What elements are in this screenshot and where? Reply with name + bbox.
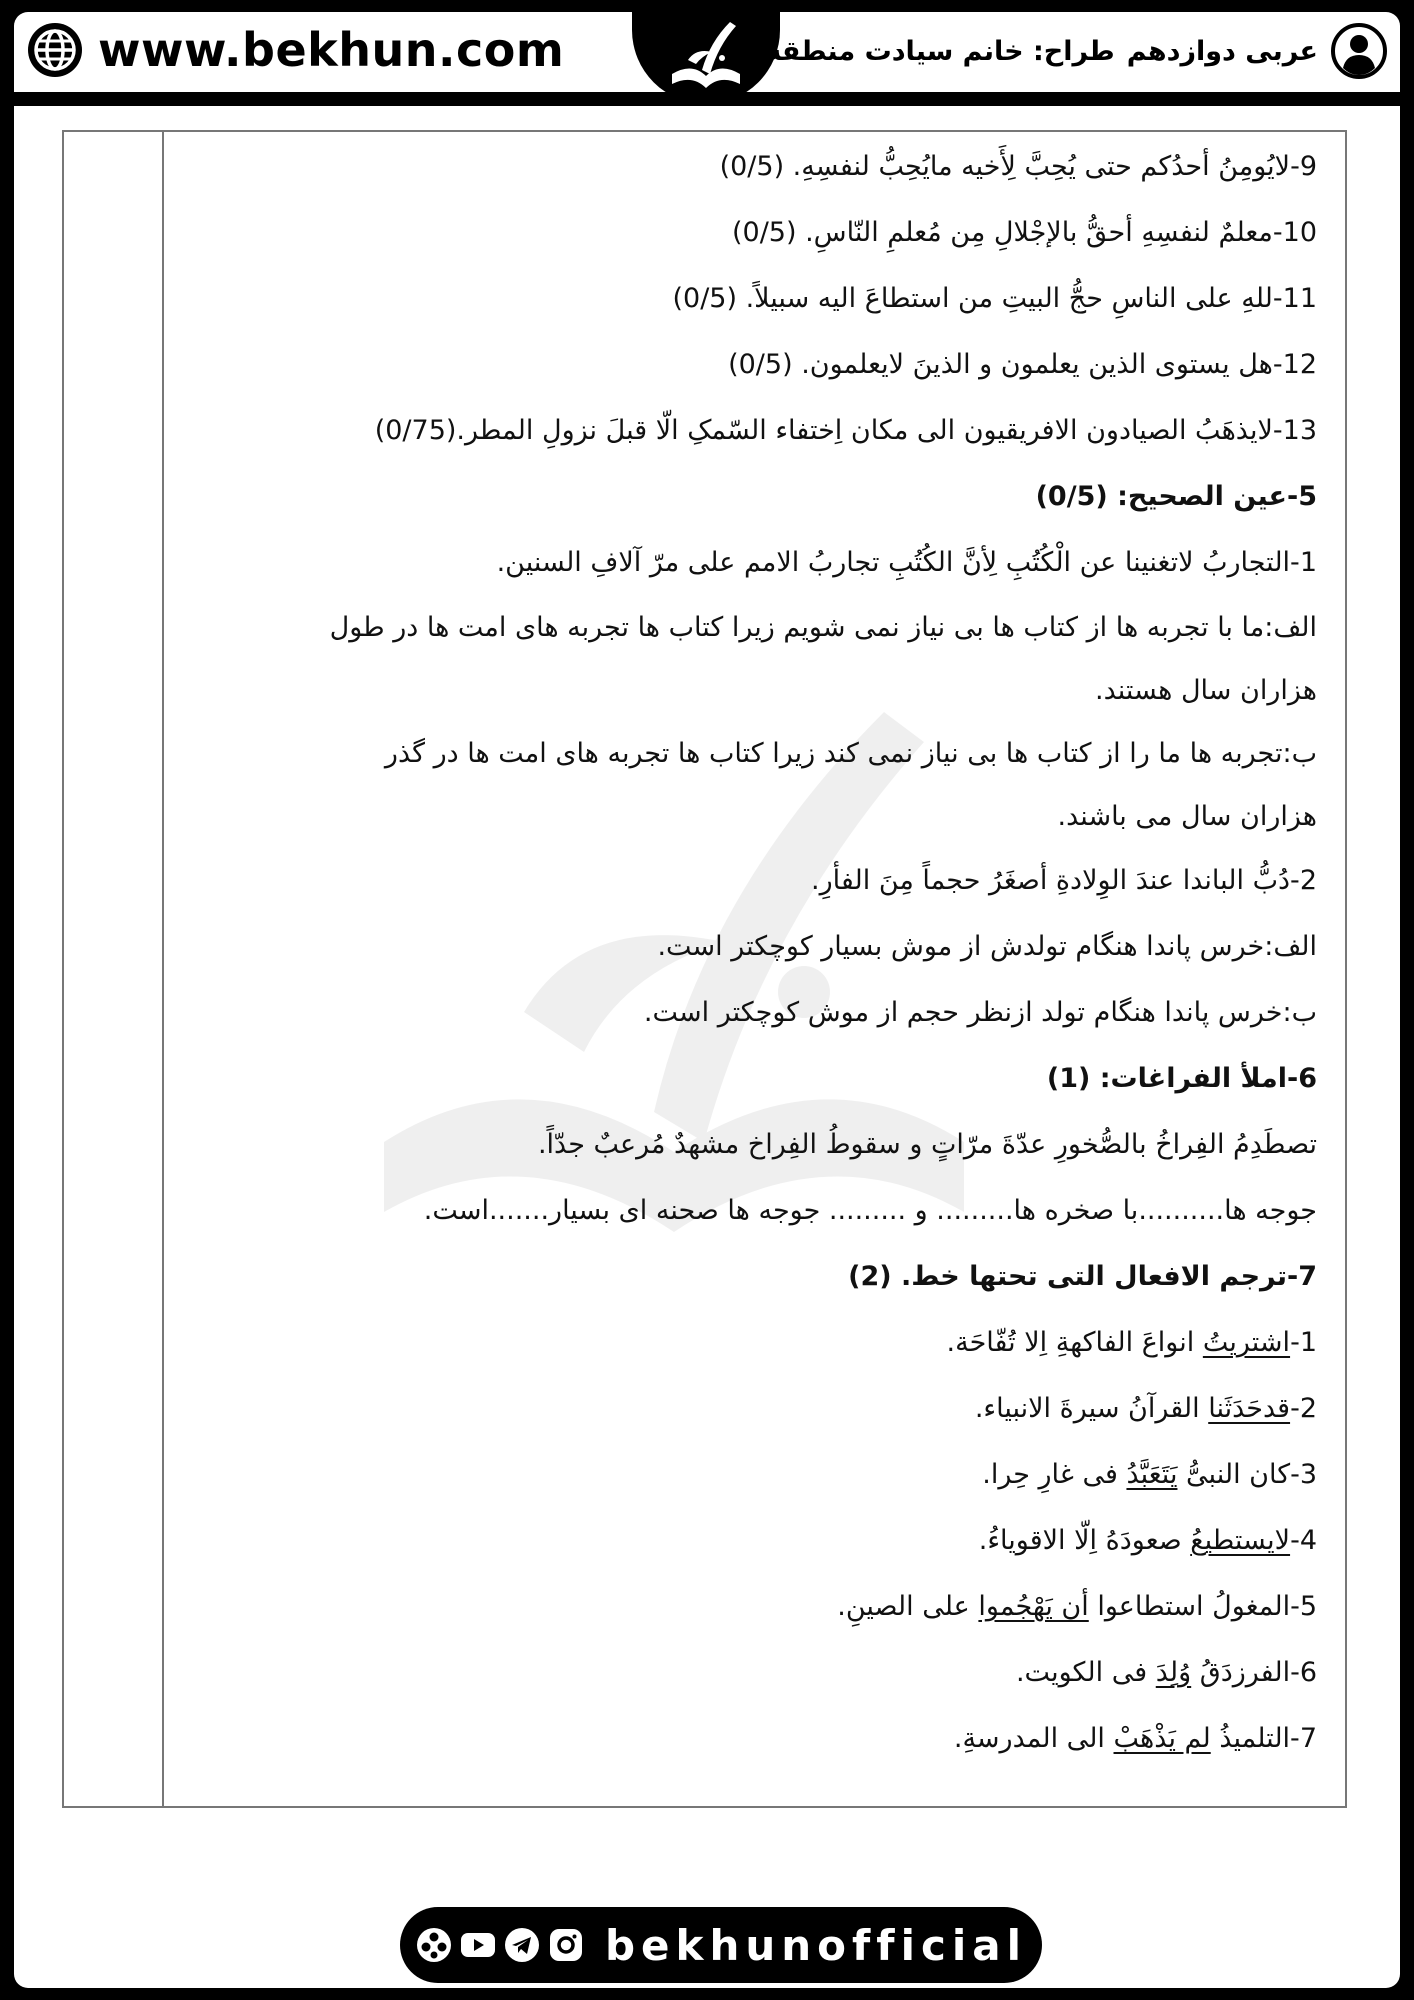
verb-item: 5-المغولُ استطاعوا أن یَهْجُموا علی الصینِ. — [837, 1591, 1317, 1622]
section-heading: 6-املأ الفراغات: (1) — [1046, 1063, 1317, 1094]
underlined-verb: وُلِدَ — [1155, 1657, 1192, 1688]
verb-item: 1-اشتریتُ انواعَ الفاکهةِ اِلا تُفّاحَة. — [946, 1327, 1317, 1358]
question-frame — [62, 130, 1347, 1808]
youtube-icon[interactable] — [459, 1926, 497, 1964]
score-column-divider — [162, 132, 164, 1806]
header — [14, 12, 1400, 90]
question-line: 10-معلمٌ لنفسِهِ أحقُّ بالإجْلالِ مِن مُعلمِ النّاسِ. (0/5) — [731, 217, 1317, 248]
telegram-icon[interactable] — [503, 1926, 541, 1964]
underlined-verb: قدحَدَثَنا — [1208, 1393, 1291, 1424]
instagram-icon[interactable] — [547, 1926, 585, 1964]
underlined-verb: یَتَعَبَّدُ — [1126, 1459, 1178, 1490]
question-line: 9-لایُومِنُ أحدُکم حتی یُحِبَّ لِأَخیه مایُحِبُّ لنفسِهِ. (0/5) — [719, 151, 1317, 182]
verb-item: 7-التلمیذُ لم یَذْهَبْ الی المدرسةِ. — [953, 1723, 1317, 1754]
social-footer — [400, 1907, 1042, 1983]
site-link[interactable] — [26, 22, 564, 78]
question-line: 11-للهِ علی الناسِ حجُّ البیتِ من استطاعَ الیه سبیلاً. (0/5) — [672, 283, 1317, 314]
arabic-sentence: تصطَدِمُ الفِراخُ بالصُّخورِ عدّةَ مرّاتٍ و سقوطُ الفِراخ مشهدٌ مُرعبٌ جدّاً. — [537, 1129, 1317, 1160]
exam-page — [14, 12, 1400, 1988]
option-b: ب:تجربه ها ما را از کتاب ها بی نیاز نمی کند زیرا کتاب ها تجربه های امت ها در گذر — [384, 738, 1317, 769]
question-content — [177, 134, 1317, 1772]
globe-icon — [26, 21, 84, 79]
section-heading: 5-عین الصحیح: (0/5) — [1035, 481, 1317, 512]
arabic-sentence: 2-دُبُّ الباندا عندَ الوِلادةِ أصغَرُ حجماً مِنَ الفأرِ. — [811, 865, 1317, 896]
option-b-continued: هزاران سال می باشند. — [1057, 801, 1317, 832]
fill-blank-line: جوجه ها..........با صخره ها......... و ......... جوجه ها صحنه ای بسیار.......است. — [423, 1195, 1317, 1226]
option-a: الف:ما با تجربه ها از کتاب ها بی نیاز نمی شویم زیرا کتاب ها تجربه های امت ها در طول — [329, 612, 1317, 643]
header-divider — [14, 92, 1400, 106]
verb-item: 3-کان النبیُّ یَتَعَبَّدُ فی غارِ حِرا. — [982, 1459, 1317, 1490]
section-heading: 7-ترجم الافعال التی تحتها خط. (2) — [848, 1261, 1317, 1292]
social-handle[interactable]: bekhunofficial — [604, 1920, 1027, 1970]
arabic-sentence: 1-التجاربُ لاتغنینا عن الْکُتُبِ لِأنَّ الکُتُبِ تجاربُ الامم علی مرّ آلافِ السنین. — [496, 547, 1317, 578]
underlined-verb: أن یَهْجُموا — [978, 1591, 1089, 1622]
course-designer: طراح: خانم سیادت منطقه ۸ — [739, 35, 1115, 67]
option-b: ب:خرس پاندا هنگام تولد ازنظر حجم از موش کوچکتر است. — [643, 997, 1317, 1028]
option-a-continued: هزاران سال هستند. — [1094, 675, 1317, 706]
course-info — [739, 22, 1388, 80]
underlined-verb: اشتریتُ — [1202, 1327, 1291, 1358]
option-a: الف:خرس پاندا هنگام تولدش از موش بسیار کوچکتر است. — [657, 931, 1317, 962]
course-subject: عربی دوازدهم — [1126, 35, 1318, 67]
verb-item: 4-لایستطیعُ صعودَهُ اِلّا الاقویاءُ. — [978, 1525, 1317, 1556]
verb-item: 6-الفرزدَقُ وُلِدَ فی الکویت. — [1015, 1657, 1317, 1688]
site-url[interactable]: www.bekhun.com — [98, 23, 565, 77]
underlined-verb: لایستطیعُ — [1190, 1525, 1291, 1556]
underlined-verb: لم یَذْهَبْ — [1113, 1723, 1211, 1754]
social-icons — [415, 1926, 585, 1964]
user-icon — [1330, 22, 1388, 80]
question-line: 12-هل یستوی الذین یعلمون و الذینَ لایعلمون. (0/5) — [728, 349, 1317, 380]
question-line: 13-لایذهَبُ الصیادون الافریقیون الی مکان اِختفاء السّمکِ الّا قبلَ نزولِ المطر.(0/75) — [374, 415, 1317, 446]
aparat-icon[interactable] — [415, 1926, 453, 1964]
verb-item: 2-قدحَدَثَنا القرآنُ سیرةَ الانبیاء. — [974, 1393, 1317, 1424]
